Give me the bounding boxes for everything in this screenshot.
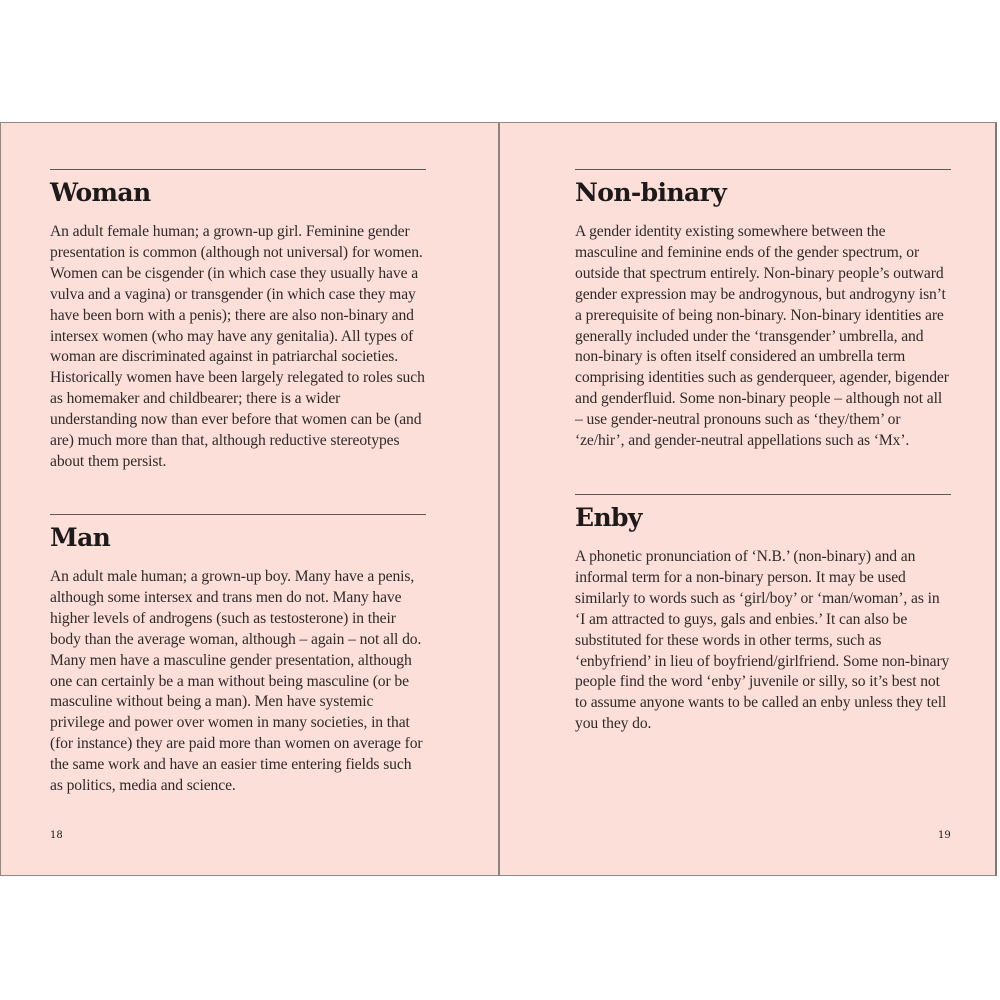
section-rule <box>575 494 951 495</box>
right-page <box>500 123 997 875</box>
term-definition: A phonetic pronunciation of ‘N.B.’ (non-binary) and an informal term for a non-binary person. It may be used similarly to words such as ‘girl/boy’ or ‘man/woman’, as in ‘I am attracted to guys, gals and enbies.’ It can also be substituted for these words in other terms, such as ‘enbyfriend’ in lieu of boyfriend/girlfriend. Some non-binary people find the word ‘enby’ juvenile or silly, so it’s best not to assume anyone wants to be called an enby unless they tell you they do. <box>575 548 950 733</box>
term-definition: An adult female human; a grown-up girl. Feminine gender presentation is common (although not universal) for women. Women can be cisgender (in which case they usually have a vulva and a vagina) or transgender (in which case they may have been born with a penis); there are also non-binary and intersex women (who may have any genitalia). All types of woman are discriminated against in patriarchal societies. Historically women have been largely relegated to roles such as homemaker and childbearer; there is a wider understanding now than ever before that women can be (and are) much more than that, although reductive stereotypes about them persist. <box>50 223 425 470</box>
entry-woman <box>50 169 426 473</box>
page-number: 18 <box>50 830 63 841</box>
section-rule <box>575 169 951 170</box>
section-rule <box>50 169 426 170</box>
term-heading: Man <box>50 523 111 552</box>
term-heading: Non-binary <box>575 178 727 207</box>
page-number: 19 <box>938 830 951 841</box>
left-page <box>1 123 498 875</box>
term-definition: An adult male human; a grown-up boy. Many have a penis, although some intersex and trans men do not. Many have higher levels of androgens (such as testosterone) in their body than the average woman, although – again – not all do. Many men have a masculine gender presentation, although one can certainly be a man without being masculine (or be masculine without being a man). Men have systemic privilege and power over women in many societies, in that (for instance) they are paid more than women on average for the same work and have an easier time entering fields such as politics, media and science. <box>50 568 423 795</box>
book-spread <box>0 122 997 876</box>
section-rule <box>50 514 426 515</box>
term-definition: A gender identity existing somewhere between the masculine and feminine ends of the gender spectrum, or outside that spectrum entirely. Non-binary people’s outward gender expression may be androgynous, but androgyny isn’t a prerequisite of being non-binary. Non-binary identities are generally included under the ‘transgender’ umbrella, and non-binary is often itself considered an umbrella term comprising identities such as genderqueer, agender, bigender and genderfluid. Some non-binary people – although not all – use gender-neutral pronouns such as ‘they/them’ or ‘ze/hir’, and gender-neutral appellations such as ‘Mx’. <box>575 223 949 450</box>
entry-non-binary <box>575 169 951 452</box>
term-heading: Enby <box>575 503 642 532</box>
entry-man <box>50 514 426 797</box>
term-heading: Woman <box>50 178 151 207</box>
entry-enby <box>575 494 951 735</box>
